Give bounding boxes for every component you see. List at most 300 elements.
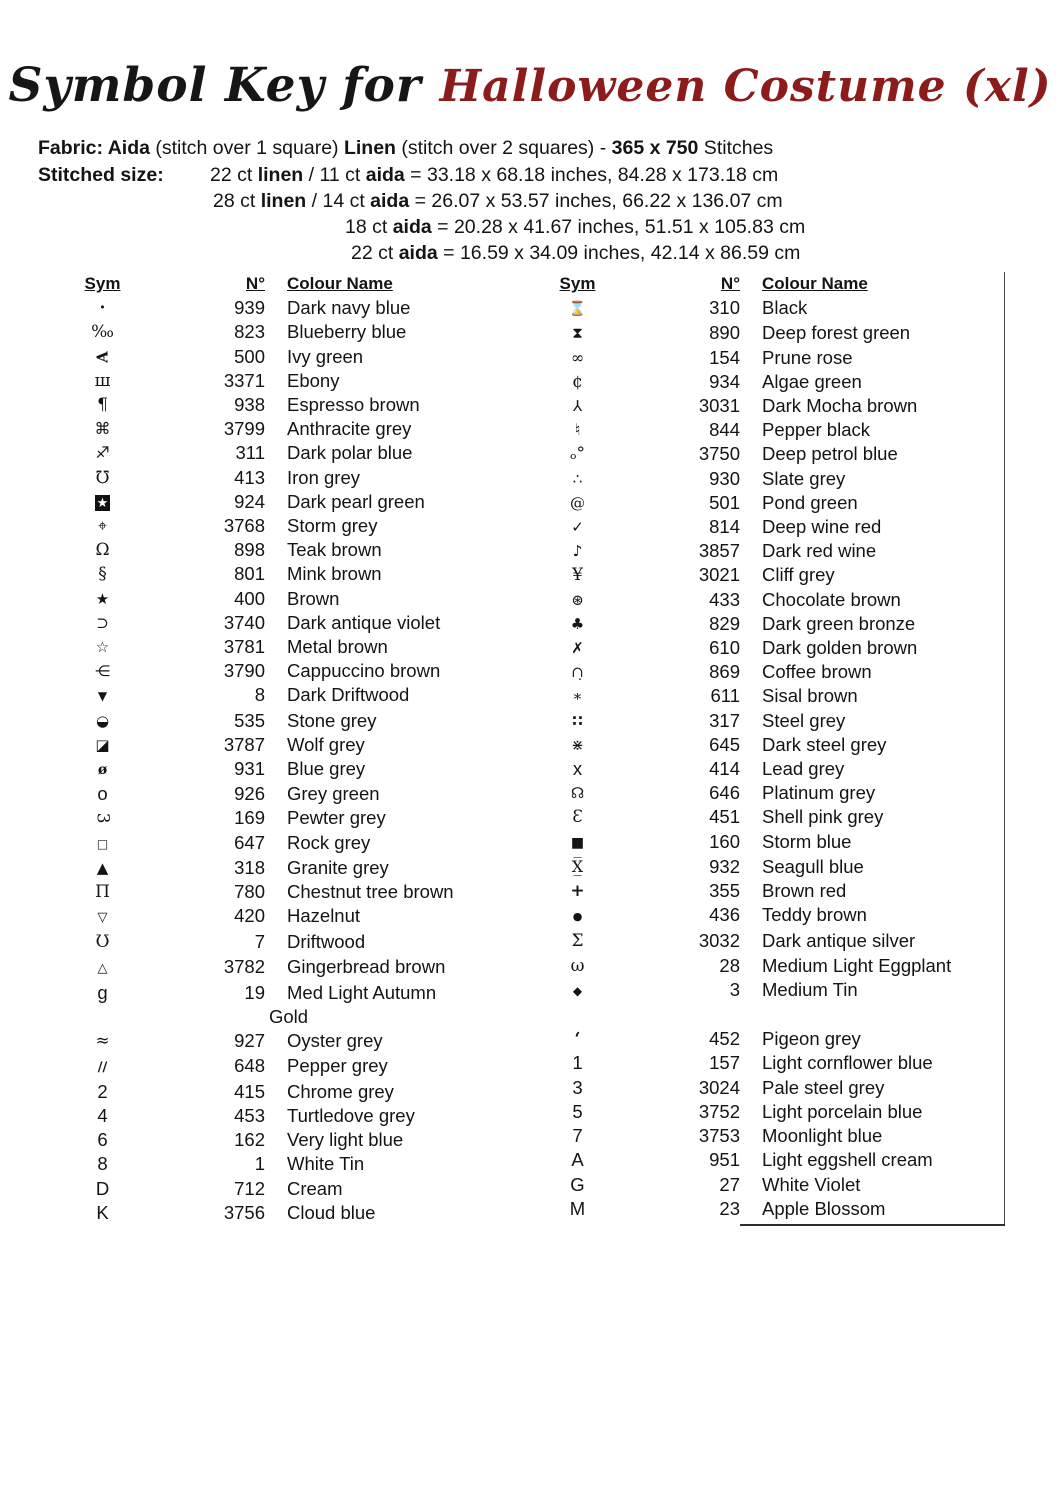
number-cell: 157 <box>709 1052 740 1074</box>
colour-name-cell: Granite grey <box>287 856 389 878</box>
number-cell: 3 <box>729 978 740 1000</box>
stitch-symbol: ₒ° <box>569 444 586 465</box>
table-border-right <box>1004 272 1005 1225</box>
number-cell: 1 <box>254 1153 265 1175</box>
key-row <box>550 954 1005 978</box>
stitch-symbol: g <box>97 981 108 1003</box>
colour-name-cell: Dark polar blue <box>287 442 413 464</box>
symbol-cell <box>550 1076 605 1100</box>
symbol-cell <box>550 781 605 805</box>
colour-name-cell: Dark antique violet <box>287 611 441 633</box>
stitch-symbol: D <box>95 1177 110 1199</box>
text-segment: Linen <box>343 137 396 159</box>
number-cell: 3782 <box>223 955 265 977</box>
stitch-symbol: G <box>570 1173 585 1195</box>
stitch-symbol: Ɛ <box>572 807 583 828</box>
number-cell: 938 <box>234 394 265 416</box>
symbol-cell <box>550 757 605 781</box>
number-cell: 611 <box>710 685 740 707</box>
key-row <box>75 733 520 757</box>
header-sym: Sym <box>84 274 121 293</box>
symbol-cell <box>75 1201 130 1225</box>
symbol-cell <box>75 369 130 393</box>
symbol-cell <box>550 684 605 708</box>
number-cell: 311 <box>235 442 265 464</box>
stitch-symbol: ◒ <box>95 711 110 730</box>
stitch-symbol: M <box>569 1197 586 1219</box>
symbol-cell <box>75 930 130 954</box>
colour-name-cell: Pewter grey <box>287 807 386 829</box>
key-row <box>75 296 520 320</box>
key-row <box>75 1029 520 1053</box>
stitch-symbol: ☆ <box>95 638 110 657</box>
key-row <box>550 1148 1005 1172</box>
stitched-size-line-3 <box>345 216 805 239</box>
stitched-size-line-4 <box>351 242 800 265</box>
stitch-symbol: ♪ <box>572 542 583 561</box>
stitch-symbol: + <box>570 881 585 902</box>
colour-name-cell: Black <box>762 297 808 319</box>
colour-name-cell: Chestnut tree brown <box>287 881 454 903</box>
colour-name-cell: Grey green <box>287 783 380 805</box>
number-cell: 415 <box>234 1080 265 1102</box>
symbol-cell <box>75 1177 130 1201</box>
colour-name-cell: Pigeon grey <box>762 1028 861 1050</box>
stitch-symbol: ▼ <box>97 689 108 704</box>
key-row <box>550 1051 1005 1075</box>
text-segment: Stitched size: <box>38 164 164 186</box>
number-cell: 890 <box>709 322 740 344</box>
symbol-cell <box>75 757 130 782</box>
number-cell: 19 <box>244 981 265 1003</box>
colour-name-cell: Cream <box>287 1177 343 1199</box>
stitch-symbol: ⌖ <box>97 516 107 536</box>
stitch-symbol: ◆ <box>572 983 583 998</box>
colour-name-cell: Cliff grey <box>762 564 835 586</box>
stitch-symbol: X̲̅ <box>571 856 584 876</box>
symbol-cell <box>75 1152 130 1176</box>
number-cell: 3790 <box>223 660 265 682</box>
colour-name-cell: Iron grey <box>287 466 361 488</box>
key-row <box>75 1054 520 1080</box>
symbol-cell <box>75 659 130 683</box>
stitch-symbol: ★ <box>96 495 109 511</box>
colour-name-cell: Cloud blue <box>287 1201 376 1223</box>
key-row <box>550 1197 1005 1221</box>
symbol-cell <box>75 856 130 880</box>
key-row <box>75 635 520 659</box>
stitch-symbol: 3 <box>572 1076 583 1098</box>
key-row <box>75 441 520 465</box>
stitch-symbol: ∞ <box>570 347 585 367</box>
stitch-symbol: Ω <box>95 540 110 561</box>
colour-name-cell: Coffee brown <box>762 661 872 683</box>
key-row <box>75 1080 520 1104</box>
colour-name-cell: Very light blue <box>287 1129 404 1151</box>
symbol-cell <box>75 587 130 611</box>
key-row <box>75 345 520 369</box>
number-cell: 501 <box>709 491 740 513</box>
key-row <box>75 393 520 417</box>
key-row <box>550 442 1005 466</box>
colour-name-cell: Espresso brown <box>287 394 420 416</box>
stitch-symbol: ⊛ <box>571 590 584 609</box>
stitched-size-label <box>38 164 164 187</box>
number-cell: 801 <box>234 563 265 585</box>
text-segment: 22 ct <box>210 164 258 186</box>
colour-name-cell: Anthracite grey <box>287 418 412 440</box>
number-cell: 648 <box>234 1054 265 1076</box>
key-row <box>550 1100 1005 1124</box>
key-row <box>75 757 520 782</box>
key-row <box>75 417 520 441</box>
symbol-key-table-left <box>75 272 520 1225</box>
number-cell: 355 <box>709 880 740 902</box>
symbol-cell <box>550 491 605 515</box>
stitch-symbol: ● <box>572 910 583 924</box>
colour-name-cell: Moonlight blue <box>762 1125 883 1147</box>
colour-name-cell: Light cornflower blue <box>762 1052 933 1074</box>
key-row <box>550 346 1005 370</box>
key-row <box>75 955 520 981</box>
stitch-symbol: ◪ <box>95 735 110 754</box>
header-number: N° <box>720 274 740 293</box>
key-row <box>75 1201 520 1225</box>
colour-name-cell: White Tin <box>287 1153 365 1175</box>
text-segment: / 14 ct <box>306 190 371 212</box>
colour-name-cell: Shell pink grey <box>762 806 884 828</box>
number-cell: 400 <box>234 587 265 609</box>
table-spacer <box>550 1003 1005 1027</box>
symbol-cell <box>550 733 605 757</box>
symbol-cell <box>550 370 605 394</box>
key-table-header <box>75 272 520 296</box>
colour-name-cell: Deep petrol blue <box>762 443 898 465</box>
number-cell: 28 <box>719 954 740 976</box>
symbol-cell <box>75 320 130 344</box>
number-cell: 8 <box>254 684 265 706</box>
number-cell: 3740 <box>223 611 265 633</box>
text-segment: Stitches <box>698 137 774 159</box>
key-row <box>75 880 520 904</box>
key-row <box>550 467 1005 491</box>
colour-name-cell: Blue grey <box>287 758 366 780</box>
symbol-cell <box>75 466 130 490</box>
key-row <box>550 684 1005 708</box>
symbol-cell <box>550 660 605 684</box>
key-row <box>75 930 520 954</box>
colour-name-cell: Teak brown <box>287 539 382 561</box>
number-cell: 317 <box>709 709 740 731</box>
stitch-symbol: ∕∕ <box>97 1059 108 1075</box>
colour-name-cell: Rock grey <box>287 831 371 853</box>
header-colour-name: Colour Name <box>287 274 393 293</box>
symbol-cell <box>550 1051 605 1075</box>
symbol-cell <box>550 709 605 733</box>
number-cell: 844 <box>709 419 740 441</box>
stitch-symbol: ✓ <box>571 518 584 537</box>
symbol-cell <box>550 879 605 903</box>
symbol-cell <box>550 636 605 660</box>
key-row <box>550 296 1005 321</box>
number-cell: 420 <box>234 905 265 927</box>
colour-name-cell: Lead grey <box>762 758 845 780</box>
number-cell: 931 <box>234 758 265 780</box>
number-cell: 924 <box>234 490 265 512</box>
text-segment: 28 ct <box>213 190 261 212</box>
colour-name-cell: Dark navy blue <box>287 297 411 319</box>
key-row <box>550 539 1005 563</box>
number-cell: 3753 <box>698 1125 740 1147</box>
stitch-symbol: ⧗ <box>572 324 583 343</box>
symbol-cell <box>550 442 605 466</box>
symbol-cell <box>550 1148 605 1172</box>
number-cell: 3021 <box>698 564 740 586</box>
text-segment: linen <box>260 190 307 212</box>
fabric-line <box>38 137 773 160</box>
colour-name-cell: Turtledove grey <box>287 1104 415 1126</box>
key-row <box>75 904 520 930</box>
number-cell: 932 <box>709 855 740 877</box>
symbol-cell <box>75 417 130 441</box>
colour-name-cell: Pond green <box>762 491 858 513</box>
text-segment: 365 x 750 <box>611 137 699 159</box>
number-cell: 433 <box>709 588 740 610</box>
colour-name-cell: Med Light Autumn Gold <box>265 981 520 1029</box>
key-row <box>550 929 1005 953</box>
colour-name-cell: Platinum grey <box>762 782 876 804</box>
symbol-cell <box>550 1173 605 1197</box>
colour-name-cell: Dark Driftwood <box>287 684 410 706</box>
stitch-symbol: ☊ <box>570 784 585 803</box>
colour-name-cell: Driftwood <box>287 931 366 953</box>
stitch-symbol: ✗ <box>571 639 584 658</box>
key-row <box>75 490 520 514</box>
colour-name-cell: White Violet <box>762 1173 861 1195</box>
stitch-symbol: ¶ <box>97 395 108 416</box>
text-segment: = 20.28 x 41.67 inches, 51.51 x 105.83 cm <box>431 216 806 238</box>
stitch-symbol: ≈ <box>95 1031 110 1052</box>
stitch-symbol: ⋲ <box>95 662 110 681</box>
header-number: N° <box>245 274 265 293</box>
table-border-bottom <box>740 1224 1005 1226</box>
symbol-cell <box>550 1124 605 1148</box>
title-pattern-name: Halloween Costume (xl) <box>439 61 1052 112</box>
stitch-symbol: 7 <box>572 1125 583 1147</box>
number-cell: 645 <box>709 733 740 755</box>
symbol-cell <box>550 830 605 855</box>
key-row <box>550 491 1005 515</box>
symbol-cell <box>75 733 130 757</box>
key-row <box>550 879 1005 903</box>
colour-name-cell: Pepper grey <box>287 1054 388 1076</box>
symbol-cell <box>550 612 605 636</box>
stitch-symbol: o <box>97 783 108 805</box>
number-cell: 3781 <box>223 636 265 658</box>
text-segment: aida <box>370 190 410 212</box>
key-row <box>75 981 520 1029</box>
colour-name-cell: Ebony <box>287 369 340 391</box>
number-cell: 451 <box>709 806 740 828</box>
stitch-symbol: Π <box>95 882 110 903</box>
key-row <box>550 418 1005 442</box>
key-row <box>75 1128 520 1152</box>
symbol-cell <box>550 978 605 1003</box>
stitch-symbol: @ <box>570 493 585 512</box>
number-cell: 453 <box>234 1104 265 1126</box>
colour-name-cell: Stone grey <box>287 709 377 731</box>
symbol-cell <box>550 929 605 953</box>
key-row <box>75 369 520 393</box>
number-cell: 829 <box>709 612 740 634</box>
title-prefix: Symbol Key for <box>8 58 422 113</box>
symbol-cell <box>75 709 130 733</box>
colour-name-cell: Brown red <box>762 880 847 902</box>
number-cell: 154 <box>709 346 740 368</box>
text-segment: (stitch over 1 square) <box>149 137 344 159</box>
colour-name-cell: Prune rose <box>762 346 853 368</box>
stitch-symbol: ‰ <box>91 322 114 343</box>
key-row <box>75 562 520 586</box>
number-cell: 413 <box>234 466 265 488</box>
colour-name-cell: Slate grey <box>762 467 846 489</box>
number-cell: 500 <box>234 345 265 367</box>
colour-name-cell: Cappuccino brown <box>287 660 441 682</box>
number-cell: 162 <box>234 1129 265 1151</box>
text-segment: Aida <box>103 137 150 159</box>
key-row <box>550 855 1005 879</box>
number-cell: 3799 <box>223 418 265 440</box>
colour-name-cell: Seagull blue <box>762 855 864 877</box>
colour-name-cell: Dark steel grey <box>762 733 887 755</box>
stitch-symbol: 3 <box>92 813 113 824</box>
text-segment: 18 ct <box>345 216 393 238</box>
stitch-symbol: 8 <box>97 1153 108 1175</box>
number-cell: 939 <box>234 297 265 319</box>
header-colour-name: Colour Name <box>762 274 868 293</box>
key-row <box>550 978 1005 1003</box>
colour-name-wrap: Gold <box>269 1006 309 1028</box>
stitch-symbol: ¢ <box>572 371 583 392</box>
stitch-symbol: x <box>572 758 583 780</box>
stitch-symbol: · <box>99 298 106 319</box>
colour-name-cell: Dark antique silver <box>762 930 916 952</box>
stitch-symbol: Ʊ <box>95 932 110 953</box>
symbol-cell <box>75 393 130 417</box>
stitch-symbol: ⊃ <box>96 613 109 632</box>
symbol-cell <box>550 296 605 321</box>
text-segment: aida <box>365 164 405 186</box>
stitch-symbol: ⌘ <box>94 419 111 439</box>
text-segment: = 26.07 x 53.57 inches, 66.22 x 136.07 cm <box>409 190 783 212</box>
number-cell: 310 <box>709 297 740 319</box>
text-segment: = 16.59 x 34.09 inches, 42.14 x 86.59 cm <box>437 242 801 264</box>
key-row <box>75 856 520 880</box>
symbol-cell <box>75 538 130 562</box>
key-row <box>550 321 1005 345</box>
symbol-cell <box>75 806 130 830</box>
colour-name-cell: Algae green <box>762 370 862 392</box>
colour-name-cell: Brown <box>287 587 340 609</box>
symbol-cell <box>75 345 130 369</box>
key-row <box>550 636 1005 660</box>
key-row <box>550 709 1005 733</box>
stitch-symbol: ‘ <box>574 1029 581 1050</box>
stitch-symbol: ℧ <box>95 467 110 488</box>
key-row <box>75 320 520 344</box>
symbol-cell <box>75 1104 130 1128</box>
symbol-cell <box>75 635 130 659</box>
text-segment: 22 ct <box>351 242 399 264</box>
key-row <box>75 709 520 733</box>
stitch-symbol: 1 <box>572 1052 583 1074</box>
number-cell: 3024 <box>698 1076 740 1098</box>
colour-name-cell: Wolf grey <box>287 733 365 755</box>
colour-name-cell: Medium Light Eggplant <box>762 954 952 976</box>
number-cell: 3756 <box>223 1201 265 1223</box>
key-row <box>75 538 520 562</box>
colour-name-cell: Ivy green <box>287 345 364 367</box>
stitch-symbol: ш <box>94 370 111 391</box>
colour-name-cell: Teddy brown <box>762 904 867 926</box>
number-cell: 814 <box>709 516 740 538</box>
stitch-symbol: ♐ <box>95 443 110 463</box>
key-row <box>75 1177 520 1201</box>
stitch-symbol: Σ <box>571 931 584 952</box>
colour-name-cell: Storm blue <box>762 830 852 852</box>
stitch-symbol: ¥ <box>572 565 583 586</box>
stitch-symbol: ★ <box>95 589 110 608</box>
symbol-cell <box>550 321 605 345</box>
number-cell: 160 <box>709 830 740 852</box>
colour-name-cell: Apple Blossom <box>762 1197 886 1219</box>
symbol-cell <box>550 954 605 978</box>
stitch-symbol: 4 <box>97 1104 108 1126</box>
stitch-symbol: ■ <box>570 834 585 851</box>
symbol-cell <box>75 782 130 806</box>
key-row <box>550 1173 1005 1197</box>
key-row <box>75 782 520 806</box>
colour-name-cell: Gingerbread brown <box>287 955 446 977</box>
key-row <box>550 588 1005 612</box>
symbol-cell <box>75 514 130 538</box>
text-segment: / 11 ct <box>303 164 366 186</box>
colour-name-cell: Chocolate brown <box>762 588 901 610</box>
number-cell: 898 <box>234 539 265 561</box>
key-row <box>75 611 520 635</box>
colour-name-cell: Sisal brown <box>762 685 858 707</box>
number-cell: 646 <box>709 782 740 804</box>
number-cell: 3371 <box>223 369 265 391</box>
stitch-symbol: □ <box>96 836 109 851</box>
stitch-symbol: 6 <box>97 1129 108 1151</box>
number-cell: 535 <box>234 709 265 731</box>
number-cell: 7 <box>254 931 265 953</box>
header-sym: Sym <box>559 274 596 293</box>
number-cell: 951 <box>709 1149 740 1171</box>
number-cell: 869 <box>709 661 740 683</box>
symbol-cell <box>550 394 605 418</box>
number-cell: 3857 <box>698 540 740 562</box>
colour-name-cell: Pale steel grey <box>762 1076 885 1098</box>
symbol-cell <box>550 1100 605 1124</box>
colour-name-cell: Dark green bronze <box>762 612 916 634</box>
key-row <box>550 757 1005 781</box>
colour-name-cell: Light eggshell cream <box>762 1149 933 1171</box>
stitch-symbol: ∴ <box>572 469 583 488</box>
number-cell: 318 <box>234 856 265 878</box>
number-cell: 414 <box>709 758 740 780</box>
